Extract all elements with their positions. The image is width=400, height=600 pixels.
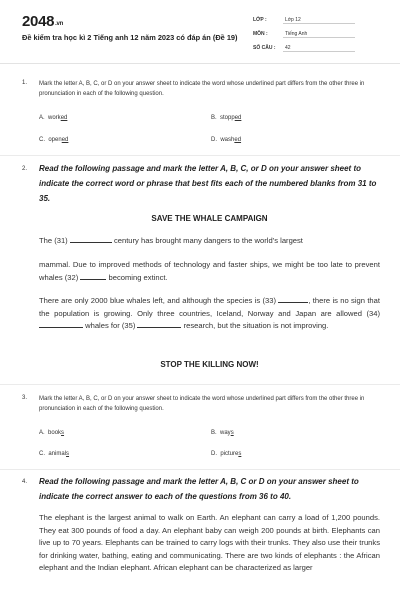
option-word: stopp xyxy=(220,115,235,121)
passage-text: century has brought many dangers to the world’s largest xyxy=(113,236,303,245)
underlined-part: ed xyxy=(61,137,69,143)
underlined-part: ed xyxy=(234,115,242,121)
meta-subject xyxy=(253,31,355,38)
option-b[interactable] xyxy=(211,115,241,121)
meta-class xyxy=(253,17,355,24)
passage-text: whales for (35) xyxy=(85,321,136,330)
header-divider xyxy=(0,63,400,64)
option-d[interactable] xyxy=(211,451,241,457)
passage-paragraph: The elephant is the largest animal to walk on Earth. An elephant can carry a load of 1,200 pounds. They eat 300 pounds of food a day. An elephant baby can weigh 200 pounds at birth. Elephants can live up to 70 years. Elephants can be trained to carry logs with their trunks. They also use their trunks for drinking water, bathing, eating and communicating. There are two kinds of elephants : the African elephant and the Indian elephant. African elephant can be characterized as larger xyxy=(39,513,380,572)
meta-key: LỚP : xyxy=(253,17,267,23)
underlined-part: s xyxy=(238,451,242,457)
meta-value: Tiếng Anh xyxy=(283,31,355,38)
question-text: Mark the letter A, B, C, or D on your answer sheet to indicate the word whose underlined part differs from the other three in pronunciation in each of the following question. xyxy=(39,81,365,97)
blank-31 xyxy=(70,235,112,243)
option-word: animal xyxy=(48,451,67,457)
page-header xyxy=(0,0,400,60)
underlined-part: s xyxy=(66,451,70,457)
passage-paragraph xyxy=(39,259,380,284)
meta-count xyxy=(253,45,355,52)
passage-text: , there is no sign that the population is growing. Only three countries, Iceland, Norway and Japan are allowed (34) xyxy=(39,296,380,318)
passage-text: becoming extinct. xyxy=(108,272,168,282)
option-c[interactable] xyxy=(39,137,68,143)
option-letter: B. xyxy=(211,115,217,121)
option-word: open xyxy=(48,137,62,143)
passage-paragraph xyxy=(39,235,380,248)
option-letter: C. xyxy=(39,137,45,143)
logo-text: 2048 xyxy=(22,13,55,30)
passage-closing: STOP THE KILLING NOW! xyxy=(160,360,259,369)
question-number: 3. xyxy=(22,395,28,401)
site-logo[interactable] xyxy=(22,13,63,30)
meta-key: SỐ CÂU : xyxy=(253,45,276,51)
option-b[interactable] xyxy=(211,430,234,436)
option-letter: C. xyxy=(39,451,45,457)
passage-paragraph xyxy=(39,295,380,333)
question-number: 1. xyxy=(22,80,28,86)
option-d[interactable] xyxy=(211,137,241,143)
option-word: way xyxy=(220,430,231,436)
question-number: 2. xyxy=(22,166,28,172)
option-word: wash xyxy=(220,137,235,143)
option-letter: A. xyxy=(39,430,45,436)
meta-value: Lớp 12 xyxy=(283,17,355,24)
option-a[interactable] xyxy=(39,115,67,121)
passage-text: mammal. Due to improved methods of technology and faster ships, we might be too late to prevent whales (32) xyxy=(39,260,380,282)
passage-instruction: Read the following passage and mark the letter A, B, C or D on your answer sheet to indicate the correct answer to each of the questions from 36 to 40. xyxy=(39,477,359,501)
underlined-part: s xyxy=(230,430,234,436)
meta-value: 42 xyxy=(283,45,355,52)
blank-34 xyxy=(39,320,83,328)
option-a[interactable] xyxy=(39,430,64,436)
passage-instruction: Read the following passage and mark the letter A, B, C, or D on your answer sheet to indicate the correct word or phrase that best fits each of the numbered blanks from 31 to 35. xyxy=(39,164,377,203)
question-text: Mark the letter A, B, C, or D on your answer sheet to indicate the word whose underlined part differs from the other three in pronunciation in each of the following question. xyxy=(39,396,365,412)
question-divider xyxy=(0,155,400,156)
option-c[interactable] xyxy=(39,451,69,457)
logo-suffix: .vn xyxy=(55,21,63,27)
option-word: picture xyxy=(220,451,239,457)
question-number: 4. xyxy=(22,479,28,485)
option-word: book xyxy=(48,430,62,436)
underlined-part: ed xyxy=(60,115,68,121)
blank-32 xyxy=(80,272,106,280)
option-letter: D. xyxy=(211,451,217,457)
option-letter: B. xyxy=(211,430,217,436)
document-title: Đề kiểm tra học kì 2 Tiếng anh 12 năm 2023 có đáp án (Đề 19) xyxy=(22,33,238,42)
passage-text: research, but the situation is not improving. xyxy=(183,321,329,330)
meta-key: MÔN : xyxy=(253,31,268,37)
blank-35 xyxy=(137,320,181,328)
underlined-part: s xyxy=(61,430,65,436)
option-word: work xyxy=(48,115,61,121)
underlined-part: ed xyxy=(234,137,242,143)
passage-text: The (31) xyxy=(39,236,68,245)
question-divider xyxy=(0,384,400,385)
question-divider xyxy=(0,469,400,470)
passage-title: SAVE THE WHALE CAMPAIGN xyxy=(151,214,268,223)
blank-33 xyxy=(278,295,308,303)
option-letter: A. xyxy=(39,115,45,121)
passage-text: There are only 2000 blue whales left, and although the species is (33) xyxy=(39,296,277,305)
option-letter: D. xyxy=(211,137,217,143)
